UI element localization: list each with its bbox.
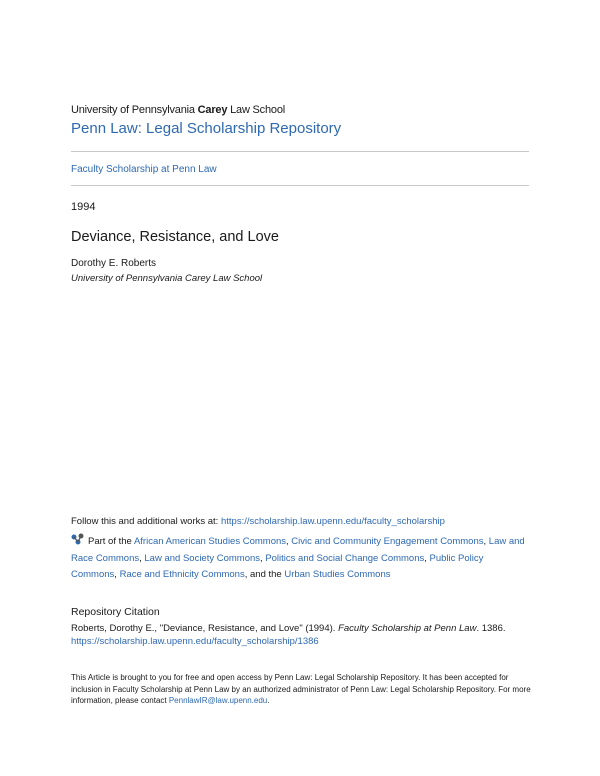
citation-text: Roberts, Dorothy E., "Deviance, Resistance, and Love" (1994). <box>71 623 339 634</box>
footer-end: . <box>267 696 270 705</box>
follow-line <box>71 516 445 527</box>
citation-heading: Repository Citation <box>71 606 160 618</box>
network-commons-icon <box>71 533 85 545</box>
publication-year: 1994 <box>71 201 96 213</box>
institution-suffix: Law School <box>227 104 285 116</box>
citation-journal: Faculty Scholarship at Penn Law <box>338 623 477 634</box>
institution-name <box>71 104 285 116</box>
author-affiliation: University of Pennsylvania Carey Law School <box>71 273 263 284</box>
commons-link[interactable]: Public Policy Commons <box>71 552 484 580</box>
commons-link[interactable]: Law and Society Commons <box>144 552 261 564</box>
footer-notice <box>71 672 531 707</box>
contact-email-link[interactable]: PennlawIR@law.upenn.edu <box>168 696 268 705</box>
commons-link[interactable]: Politics and Social Change Commons <box>265 552 425 564</box>
follow-url-link[interactable]: https://scholarship.law.upenn.edu/faculty_scholarship <box>220 516 445 527</box>
footer-text: This Article is brought to you for free and open access by Penn Law: Legal Scholarship Repository. It has been accepted for inclusion in Faculty Scholarship at Penn Law by an authorized administrator of Penn Law: Legal Scholarship Repository. For more information, please contact <box>71 673 531 705</box>
institution-bold: Carey <box>197 104 228 116</box>
citation-url-link[interactable]: https://scholarship.law.upenn.edu/faculty_scholarship/1386 <box>71 636 319 647</box>
follow-text: Follow this and additional works at: <box>71 516 221 527</box>
collection-link[interactable]: Faculty Scholarship at Penn Law <box>71 164 217 175</box>
part-of-joiner: , and the <box>244 569 285 580</box>
commons-link[interactable]: Law and Race Commons <box>71 536 525 564</box>
divider-bottom <box>71 185 529 186</box>
author-name: Dorothy E. Roberts <box>71 258 157 269</box>
institution-prefix: University of Pennsylvania <box>71 104 198 116</box>
citation-block <box>71 622 531 648</box>
commons-link[interactable]: Race and Ethnicity Commons <box>119 569 245 580</box>
part-of-commons: Part of the African American Studies Commons, Civic and Community Engagement Commons, Law and Race Commons, Law and Society Commons, Politics and Social Change Commons, Public Policy Commons, Race and Ethnicity Commons, and the Urban Studies Commons <box>71 533 531 584</box>
commons-link[interactable]: African American Studies Commons <box>133 536 287 547</box>
commons-link[interactable]: Urban Studies Commons <box>284 569 391 580</box>
divider-top <box>71 151 529 152</box>
commons-link[interactable]: Civic and Community Engagement Commons <box>291 536 484 547</box>
part-of-prefix: Part of the <box>88 536 134 547</box>
repository-link[interactable]: Penn Law: Legal Scholarship Repository <box>71 120 342 137</box>
citation-number: . 1386. <box>476 623 506 634</box>
article-title: Deviance, Resistance, and Love <box>71 229 279 245</box>
